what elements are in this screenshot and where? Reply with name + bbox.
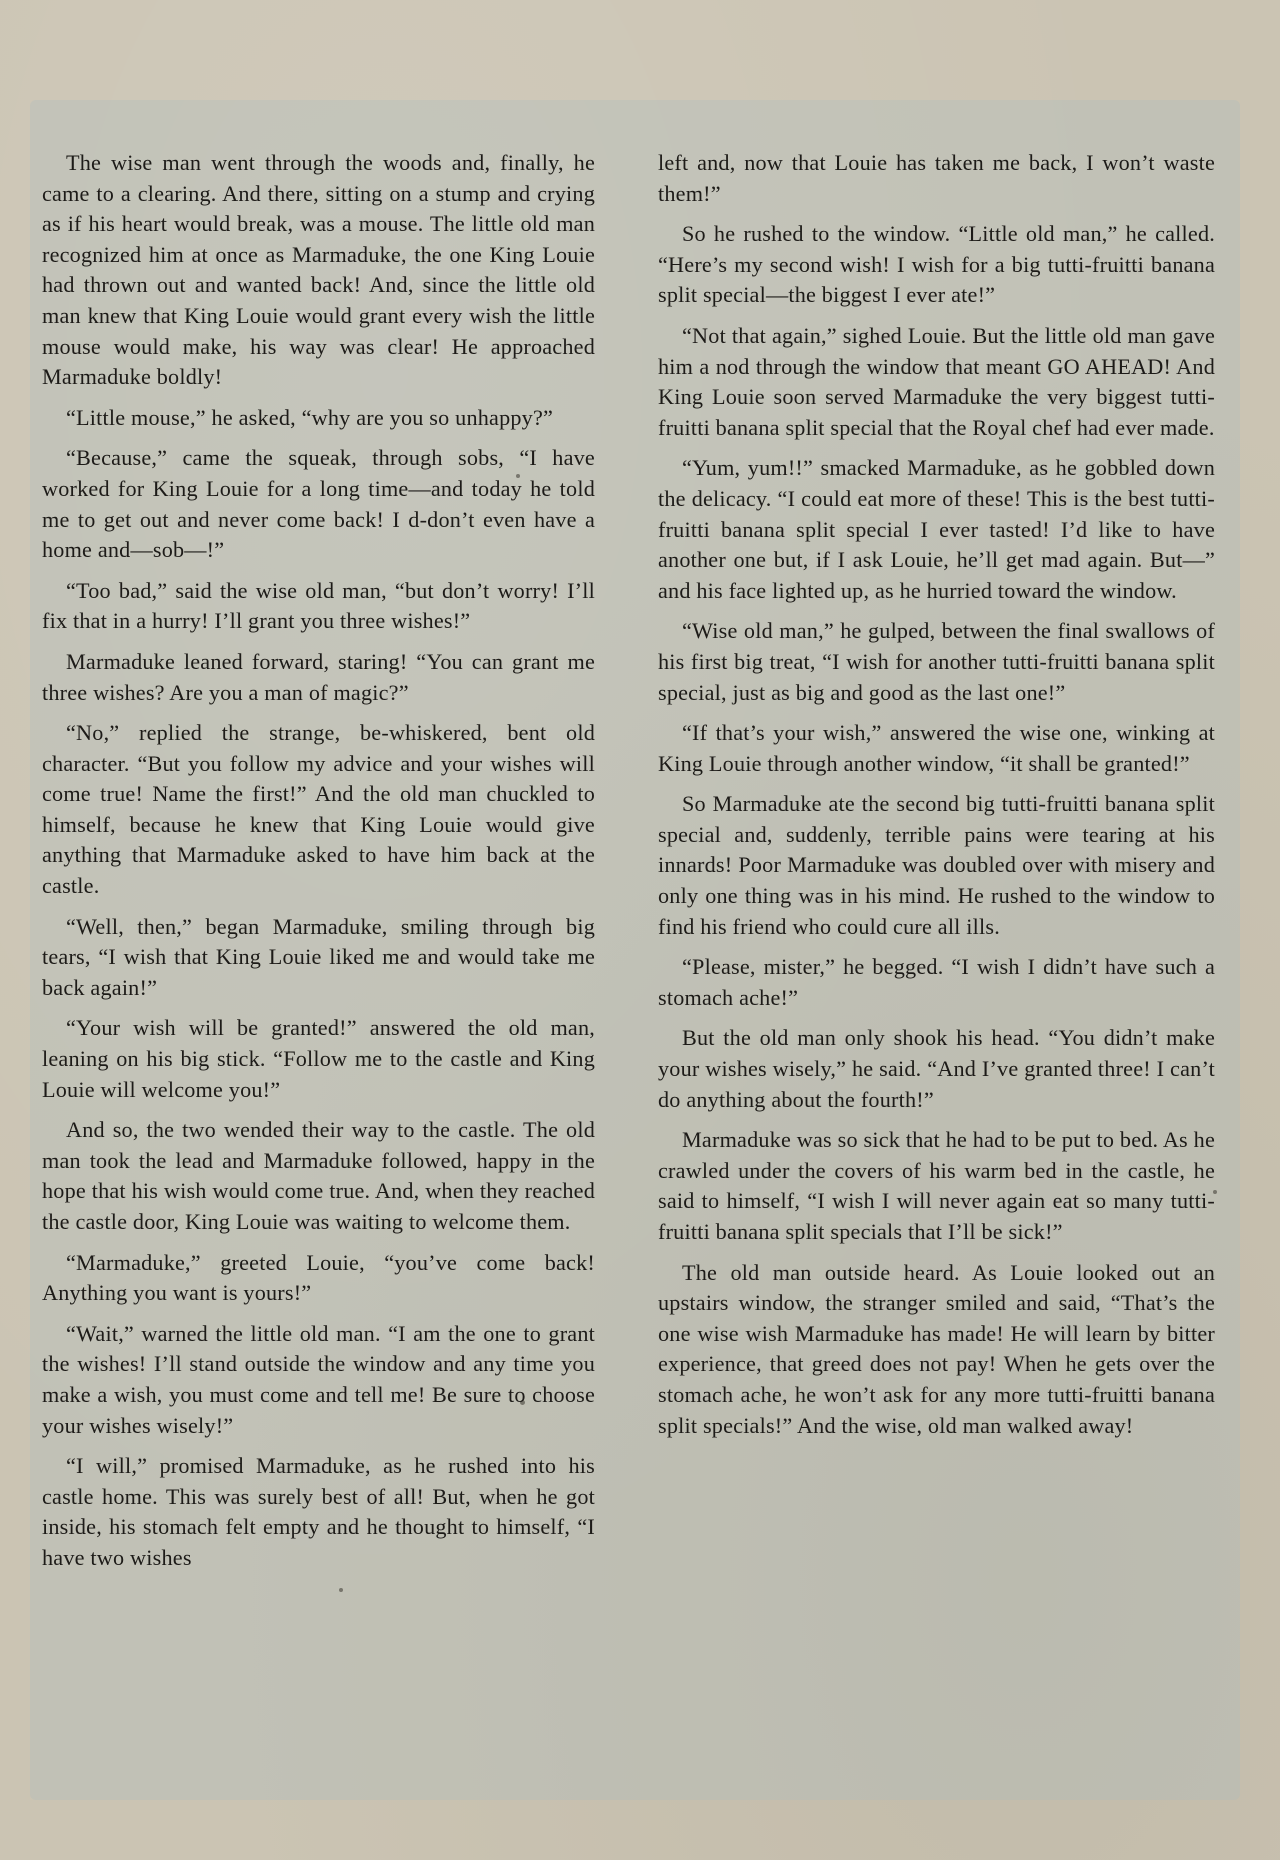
paragraph: “Not that again,” sighed Louie. But the little old man gave him a nod through the window that meant GO AHEAD! And King Louie soon served Marmaduke the very biggest tutti-fruitti banana split special that the Royal chef had ever made. — [658, 322, 1215, 440]
paragraph: But the old man only shook his head. “You didn’t make your wishes wisely,” he said. “And I’ve granted three! I can’t do anything about the fourth!” — [658, 1025, 1215, 1112]
paragraph: “Please, mister,” he begged. “I wish I didn’t have such a stomach ache!” — [658, 954, 1215, 1010]
paragraph: “Yum, yum!!” smacked Marmaduke, as he gobbled down the delicacy. “I could eat more of these! This is the best tutti-fruitti banana split special I ever tasted! I’d like to have another one but, if I ask Louie, he’ll get mad again. But—” and his face lighted up, as he hurried toward the window. — [658, 455, 1215, 603]
paragraph: “No,” replied the strange, be-whiskered, bent old character. “But you follow my advice and your wishes will come true! Name the first!” And the old man chuckled to himself, because he knew that King Louie would give anything that Marmaduke asked to have him back at the castle. — [42, 720, 595, 899]
paragraph: “Marmaduke,” greeted Louie, “you’ve come back! Anything you want is yours!” — [42, 1249, 595, 1306]
paragraph: “If that’s your wish,” answered the wise one, winking at King Louie through another window, “it shall be granted!” — [658, 720, 1215, 776]
paragraph-continuation: left and, now that Louie has taken me back, I won’t waste them!” — [658, 150, 1215, 206]
paragraph: And so, the two wended their way to the castle. The old man took the lead and Marmaduke followed, happy in the hope that his wish would come true. And, when they reached the castle door, King Louie was waiting to welcome them. — [42, 1117, 595, 1234]
paragraph: “Your wish will be granted!” answered the old man, leaning on his big stick. “Follow me to the castle and King Louie will welcome you!” — [42, 1015, 595, 1102]
paragraph: “Wait,” warned the little old man. “I am the one to grant the wishes! I’ll stand outside the window and any time you make a wish, you must come and tell me! Be sure to choose your wishes wisely!” — [42, 1320, 595, 1438]
paragraph: So Marmaduke ate the second big tutti-fruitti banana split special and, suddenly, terrible pains were tearing at his innards! Poor Marmaduke was doubled over with misery and only one thing was in his mind. He rushed to the window to find his friend who could cure all ills. — [658, 791, 1215, 939]
paragraph: “Little mouse,” he asked, “why are you so unhappy?” — [66, 404, 554, 430]
paragraph: “Too bad,” said the wise old man, “but don’t worry! I’ll fix that in a hurry! I’ll grant you three wishes!” — [42, 577, 595, 634]
paragraph: “Because,” came the squeak, through sobs, “I have worked for King Louie for a long time—and today he told me to get out and never come back! I d-don’t even have a home and—sob—!” — [42, 445, 595, 563]
paragraph: “I will,” promised Marmaduke, as he rushed into his castle home. This was surely best of all! But, when he got inside, his stomach felt empty and he thought to himself, “I have two wishes — [42, 1453, 595, 1570]
left-column — [42, 148, 595, 1584]
paragraph: So he rushed to the window. “Little old man,” he called. “Here’s my second wish! I wish for a big tutti-fruitti banana split special—the biggest I ever ate!” — [658, 221, 1215, 308]
paragraph: “Well, then,” began Marmaduke, smiling through big tears, “I wish that King Louie liked me and would take me back again!” — [42, 913, 595, 1000]
paragraph: Marmaduke leaned forward, staring! “You can grant me three wishes? Are you a man of magic?” — [42, 648, 595, 705]
paragraph: The wise man went through the woods and, finally, he came to a clearing. And there, sitting on a stump and crying as if his heart would break, was a mouse. The little old man recognized him at once as Marmaduke, the one King Louie had thrown out and wanted back! And, since the little old man knew that King Louie would grant every wish the little mouse would make, his way was clear! He approached Marmaduke boldly! — [42, 150, 595, 390]
paragraph: “Wise old man,” he gulped, between the final swallows of his first big treat, “I wish for another tutti-fruitti banana split special, just as big and good as the last one!” — [658, 618, 1215, 705]
print-speck — [339, 1588, 343, 1592]
right-column — [658, 148, 1215, 1451]
paragraph: The old man outside heard. As Louie looked out an upstairs window, the stranger smiled and said, “That’s the one wise wish Marmaduke has made! He will learn by bitter experience, that greed does not pay! When he gets over the stomach ache, he won’t ask for any more tutti-fruitti banana split specials!” And the wise, old man walked away! — [658, 1259, 1215, 1438]
paragraph: Marmaduke was so sick that he had to be put to bed. As he crawled under the covers of his warm bed in the castle, he said to himself, “I wish I will never again eat so many tutti-fruitti banana split specials that I’ll be sick!” — [658, 1127, 1215, 1244]
